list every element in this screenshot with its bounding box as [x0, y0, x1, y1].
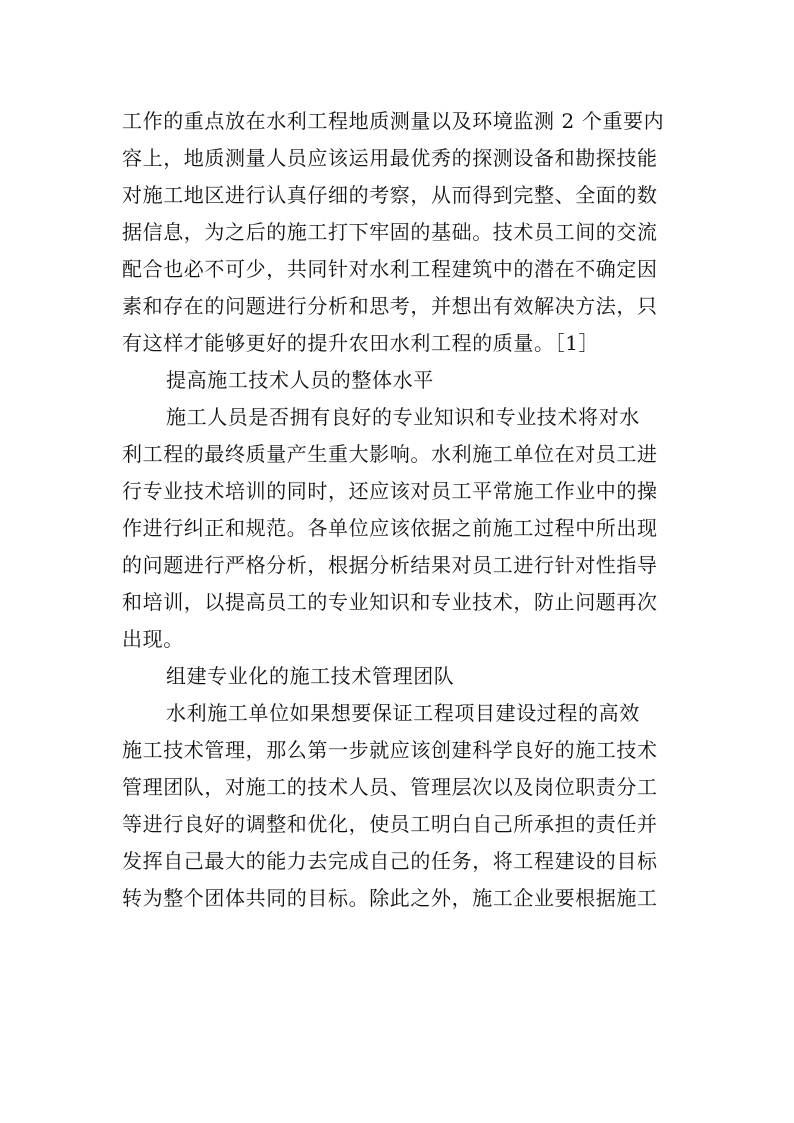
text-line: 有这样才能够更好的提升农田水利工程的质量。［1］	[122, 331, 600, 355]
text-line: 对施工地区进行认真仔细的考察，从而得到完整、全面的数	[122, 183, 658, 207]
section-heading: 组建专业化的施工技术管理团队	[166, 664, 455, 688]
text-line: 出现。	[122, 627, 184, 651]
text-line: 转为整个团体共同的目标。除此之外，施工企业要根据施工	[122, 886, 658, 910]
text-line: 据信息，为之后的施工打下牢固的基础。技术员工间的交流	[122, 220, 658, 244]
text-line: 施工技术管理，那么第一步就应该创建科学良好的施工技术	[122, 738, 658, 762]
document-body	[122, 103, 682, 917]
text-line: 配合也必不可少，共同针对水利工程建筑中的潜在不确定因	[122, 257, 658, 281]
text-line: 工作的重点放在水利工程地质测量以及环境监测 2 个重要内	[122, 109, 665, 133]
text-line: 行专业技术培训的同时，还应该对员工平常施工作业中的操	[122, 479, 658, 503]
section-heading: 提高施工技术人员的整体水平	[166, 368, 434, 392]
text-line: 管理团队，对施工的技术人员、管理层次以及岗位职责分工	[122, 775, 658, 799]
text-line: 发挥自己最大的能力去完成自己的任务，将工程建设的目标	[122, 849, 658, 873]
text-line: 等进行良好的调整和优化，使员工明白自己所承担的责任并	[122, 812, 658, 836]
text-line: 施工人员是否拥有良好的专业知识和专业技术将对水	[166, 405, 640, 429]
text-line: 利工程的最终质量产生重大影响。水利施工单位在对员工进	[122, 442, 658, 466]
text-line: 水利施工单位如果想要保证工程项目建设过程的高效	[166, 701, 640, 725]
text-line: 的问题进行严格分析，根据分析结果对员工进行针对性指导	[122, 553, 658, 577]
text-line: 作进行纠正和规范。各单位应该依据之前施工过程中所出现	[122, 516, 658, 540]
text-line: 容上，地质测量人员应该运用最优秀的探测设备和勘探技能	[122, 146, 658, 170]
text-line: 素和存在的问题进行分析和思考，并想出有效解决方法，只	[122, 294, 658, 318]
text-line: 和培训，以提高员工的专业知识和专业技术，防止问题再次	[122, 590, 658, 614]
